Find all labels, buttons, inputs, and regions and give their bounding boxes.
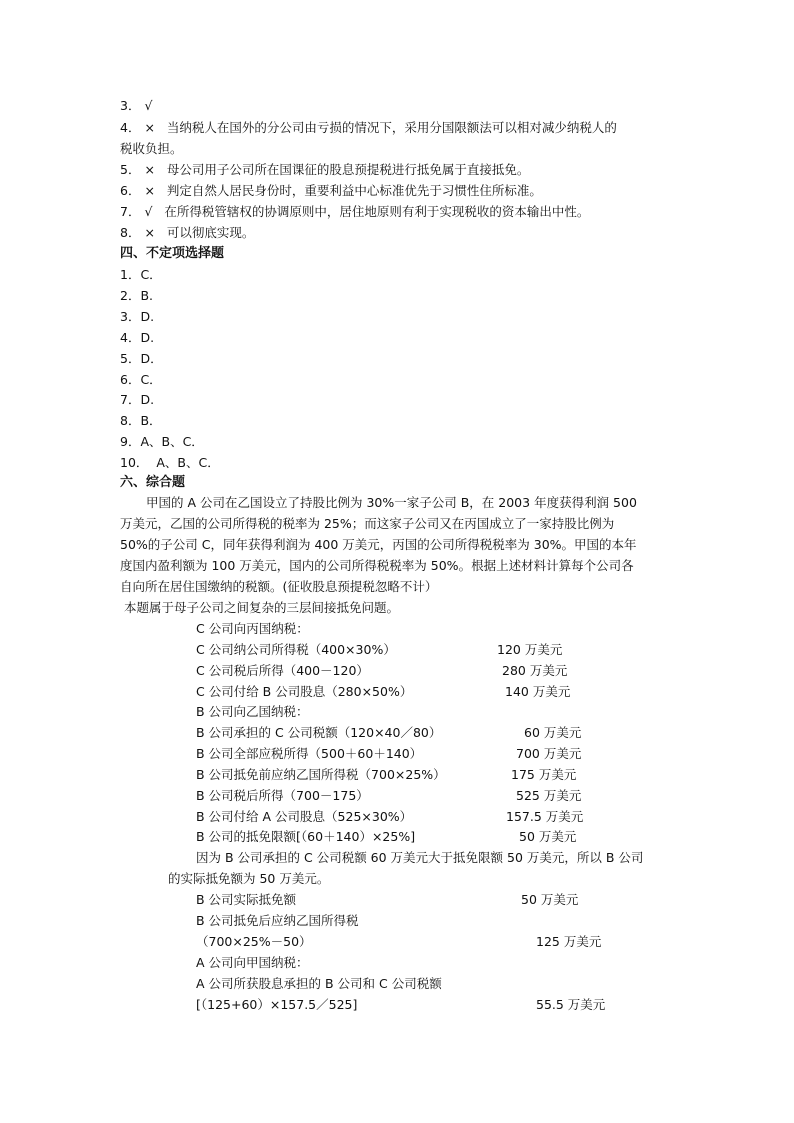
calc-label: B 公司付给 A 公司股息（525×30%）	[196, 809, 413, 824]
judgment-item-6: 6． × 判定自然人居民身份时，重要利益中心标准优先于习惯性住所标准。	[120, 183, 542, 198]
mc-answer-10: 10． A、B、C．	[120, 455, 220, 470]
calc-label: B 公司全部应税所得（500＋60＋140）	[196, 746, 423, 761]
calc-amount: 525 万美元	[516, 788, 582, 803]
calc-amount: 700 万美元	[516, 746, 582, 761]
calc-amount: 140 万美元	[505, 684, 571, 699]
calc-label: C 公司纳公司所得税（400×30%）	[196, 642, 396, 657]
calc-amount: 175 万美元	[511, 767, 577, 782]
problem-line-2: 万美元，乙国的公司所得税的税率为 25%；而这家子公司又在丙国成立了一家持股比例为	[120, 516, 615, 531]
judgment-item-4: 4． × 当纳税人在国外的分公司由亏损的情况下，采用分国限额法可以相对减少纳税人的	[120, 120, 617, 135]
calc-label: B 公司承担的 C 公司税额（120×40／80）	[196, 725, 442, 740]
judgment-item-5: 5． × 母公司用子公司所在国课征的股息预提税进行抵免属于直接抵免。	[120, 162, 530, 177]
judgment-item-4-cont: 税收负担。	[120, 141, 183, 156]
conclusion-line-1: 因为 B 公司承担的 C 公司税额 60 万美元大于抵免限额 50 万美元，所以 B 公司	[196, 850, 644, 865]
mc-answer-8: 8．B．	[120, 413, 162, 428]
calc-amount: 120 万美元	[497, 642, 563, 657]
calc-label: [（125+60）×157.5／525]	[196, 997, 358, 1012]
calc-label: B 公司税后所得（700－175）	[196, 788, 369, 803]
calc-label: B 公司抵免前应纳乙国所得税（700×25%）	[196, 767, 446, 782]
mc-answer-1: 1．C．	[120, 267, 162, 282]
calc-label: C 公司向丙国纳税：	[196, 621, 309, 636]
problem-line-1: 甲国的 A 公司在乙国设立了持股比例为 30%一家子公司 B，在 2003 年度获得利润 500	[146, 495, 637, 510]
problem-line-4: 度国内盈利额为 100 万美元，国内的公司所得税税率为 50%。根据上述材料计算每个公司各	[120, 558, 634, 573]
calc-amount: 50 万美元	[519, 829, 577, 844]
calc-label: C 公司付给 B 公司股息（280×50%）	[196, 684, 413, 699]
problem-line-3: 50%的子公司 C，同年获得利润为 400 万美元，丙国的公司所得税税率为 30%。甲国的本年	[120, 537, 637, 552]
conclusion-line-2: 的实际抵免额为 50 万美元。	[168, 871, 330, 886]
calc-label: B 公司的抵免限额[（60＋140）×25%]	[196, 829, 416, 844]
calc-label: B 公司抵免后应纳乙国所得税	[196, 913, 359, 928]
calc-label: A 公司向甲国纳税：	[196, 955, 309, 970]
calc-label: A 公司所获股息承担的 B 公司和 C 公司税额	[196, 976, 442, 991]
calc-amount: 60 万美元	[524, 725, 582, 740]
section4-heading: 四、不定项选择题	[120, 246, 225, 261]
calc-amount: 55.5 万美元	[536, 997, 606, 1012]
mc-answer-4: 4．D.	[120, 330, 155, 345]
problem-line-5: 自向所在居住国缴纳的税额。(征收股息预提税忽略不计）	[120, 579, 438, 594]
calc-amount: 50 万美元	[521, 892, 579, 907]
judgment-item-8: 8． × 可以彻底实现。	[120, 225, 255, 240]
calc-label: （700×25%－50）	[196, 934, 312, 949]
intro-line: 本题属于母子公司之间复杂的三层间接抵免问题。	[124, 600, 400, 615]
calc-amount: 157.5 万美元	[506, 809, 584, 824]
judgment-item-7: 7． √ 在所得税管辖权的协调原则中，居住地原则有利于实现税收的资本输出中性。	[120, 204, 590, 219]
mc-answer-7: 7．D.	[120, 392, 155, 407]
mc-answer-3: 3．D.	[120, 309, 155, 324]
calc-amount: 125 万美元	[536, 934, 602, 949]
mc-answer-6: 6．C．	[120, 372, 162, 387]
calc-label: B 公司向乙国纳税：	[196, 704, 309, 719]
judgment-item-3: 3． √	[120, 98, 153, 113]
mc-answer-9: 9．A、B、C．	[120, 434, 204, 449]
calc-label: C 公司税后所得（400－120）	[196, 663, 369, 678]
mc-answer-5: 5．D．	[120, 351, 163, 366]
calc-amount: 280 万美元	[502, 663, 568, 678]
calc-label: B 公司实际抵免额	[196, 892, 297, 907]
section6-heading: 六、综合题	[120, 475, 186, 490]
mc-answer-2: 2．B.	[120, 288, 154, 303]
